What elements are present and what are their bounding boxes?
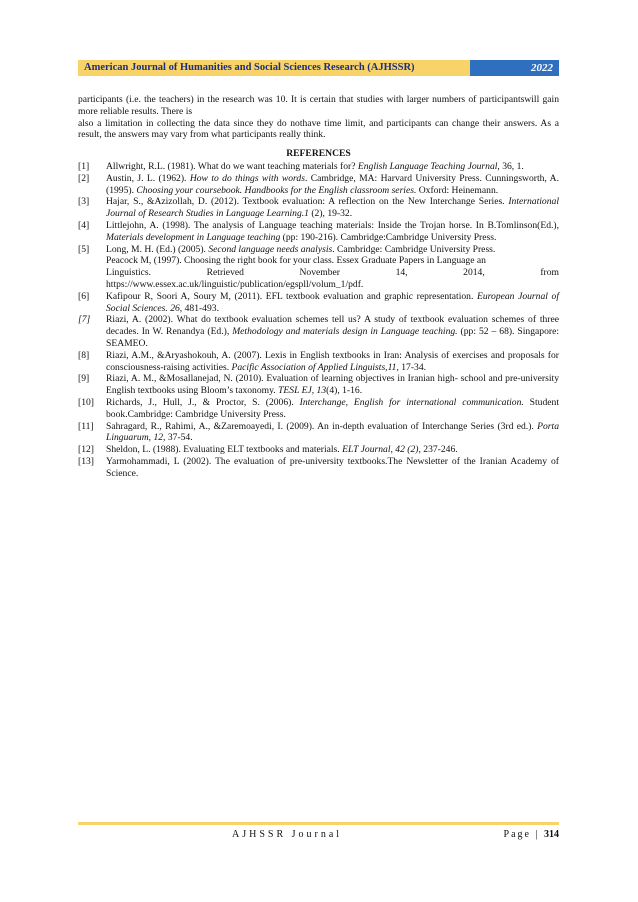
ref-part: 237-246.: [420, 444, 458, 456]
ref-part: (pp: 52 – 68). Singapore: SEAMEO.: [106, 326, 559, 349]
reference-number: [6]: [78, 290, 90, 302]
reference-text: [106, 314, 559, 349]
reference-number: [2]: [78, 172, 90, 184]
ref-source: Choosing your coursebook. Handbooks for the English classroom series.: [136, 184, 417, 196]
reference-item: [78, 456, 559, 480]
reference-item: [78, 373, 559, 397]
reference-continuation: [78, 267, 559, 279]
reference-text: [106, 161, 559, 173]
reference-number: [13]: [78, 455, 94, 467]
ref-part: Hajar, S., &Azizollah, D. (2012). Textbook evaluation: A reflection on the New Interchange Series.: [106, 196, 509, 208]
ref-source: Porta Linguarum, 12: [106, 420, 559, 444]
ref-source: Pacific Association of Applied Linguists,11,: [231, 361, 399, 373]
ref-source: English Language Teaching Journal,: [357, 160, 500, 172]
ref-part: Riazi, A.M., &Aryashokouh, A. (2007). Lexis in English textbooks in Iran: Analysis of exercises and proposals for consciousness-raising activities.: [106, 349, 559, 373]
reference-number: [7]: [78, 314, 91, 326]
reference-item: [78, 196, 559, 220]
page-content: [78, 94, 559, 480]
footer-journal: AJHSSR Journal: [232, 829, 343, 840]
reference-item: [78, 314, 559, 349]
ref-part: , 37-54.: [163, 432, 193, 444]
ref-part: , 481-493.: [179, 302, 219, 314]
ref-part: (2), 19-32.: [308, 208, 353, 220]
reference-text: [106, 444, 559, 456]
ref-part: Kafipour R, Soori A, Soury M, (2011). EFL textbook evaluation and graphic representation.: [106, 290, 477, 302]
journal-year: 2022: [470, 60, 559, 76]
ref-source: Second language needs analysis: [208, 243, 333, 255]
ref-word: 2014,: [463, 267, 485, 279]
reference-number: [3]: [78, 196, 90, 208]
ref-source: Materials development in Language teaching: [106, 231, 281, 243]
ref-source: Methodology and materials design in Language teaching.: [232, 326, 458, 338]
reference-item: [78, 291, 559, 315]
ref-source: How to do things with words: [189, 172, 305, 184]
journal-title: American Journal of Humanities and Social Sciences Research (AJHSSR): [78, 60, 470, 76]
ref-part: (pp: 190-216). Cambridge:Cambridge University Press.: [280, 231, 497, 243]
ref-part: Student book.Cambridge: Cambridge University Press.: [106, 396, 559, 420]
ref-word: Retrieved: [206, 267, 244, 279]
reference-item: [78, 161, 559, 173]
ref-part: 17-34.: [398, 361, 427, 373]
reference-number: [5]: [78, 243, 90, 255]
reference-text: [106, 220, 559, 244]
page-number: 314: [544, 829, 559, 840]
ref-part: Riazi, A. (2002). What do textbook evaluation schemes tell us? A study of textbook evaluation schemes of three decades. In W. Renandya (Ed.),: [106, 314, 559, 338]
reference-number: [11]: [78, 420, 94, 432]
reference-text: [106, 244, 559, 256]
ref-part: Sheldon, L. (1988). Evaluating ELT textbooks and materials.: [106, 444, 343, 456]
reference-continuation: Peacock M, (1997). Choosing the right book for your class. Essex Graduate Papers in Language an: [106, 255, 486, 267]
ref-word: November: [299, 267, 340, 279]
body-paragraph: participants (i.e. the teachers) in the research was 10. It is certain that studies with larger numbers of participantswill gain more reliable results. There is: [78, 94, 559, 117]
reference-number: [12]: [78, 444, 94, 456]
ref-part: . Cambridge: Cambridge University Press.: [332, 243, 496, 255]
reference-text: [106, 173, 559, 197]
reference-item: [78, 244, 559, 256]
page-header: [78, 60, 559, 76]
ref-part: Allwright, R.L. (1981). What do we want teaching materials for?: [106, 160, 358, 172]
ref-part: 36, 1.: [499, 160, 524, 172]
ref-source: Interchange, English for international communication.: [299, 396, 524, 408]
ref-source: European Journal of Social Sciences. 26: [106, 290, 559, 314]
ref-part: Littlejohn, A. (1998). The analysis of Language teaching materials: Inside the Trojan horse. In B.Tomlinson(Ed.),: [106, 219, 559, 231]
reference-number: [9]: [78, 373, 90, 385]
reference-text: [106, 397, 559, 421]
reference-text: [106, 196, 559, 220]
reference-text: [106, 373, 559, 397]
ref-source: ELT Journal: [342, 444, 391, 456]
reference-text: [106, 350, 559, 374]
reference-text: [106, 421, 559, 445]
ref-word: 14,: [395, 267, 408, 279]
reference-url: https://www.essex.ac.uk/linguistic/publication/egspll/volum_1/pdf.: [106, 278, 364, 290]
reference-number: [4]: [78, 219, 90, 231]
reference-text: Yarmohammadi, L (2002). The evaluation of pre-university textbooks.The Newsletter of the Iranian Academy of Science.: [106, 455, 559, 479]
ref-source: International Journal of Research Studies in Language Learning.1: [106, 196, 559, 220]
page-label: Page |: [503, 829, 540, 840]
references-heading: REFERENCES: [286, 148, 351, 160]
ref-part: Richards, J., Hull, J., & Proctor, S. (2006).: [106, 396, 300, 408]
page-number-label: [504, 829, 559, 840]
ref-part: Oxford: Heinemann.: [416, 184, 499, 196]
footer-divider: [78, 822, 559, 825]
reference-item: [78, 350, 559, 374]
ref-part: ,: [390, 444, 396, 456]
reference-item: [78, 397, 559, 421]
reference-number: [1]: [78, 160, 90, 172]
reference-item: [78, 220, 559, 244]
reference-item: [78, 173, 559, 197]
ref-part: . Cambridge, MA: Harvard University Press. Cunningsworth, A. (1995).: [106, 172, 559, 196]
reference-number: [8]: [78, 349, 90, 361]
ref-part: Sahragard, R., Rahimi, A., &Zaremoayedi, I. (2009). An in-depth evaluation of Interchange Series (3rd ed.).: [106, 420, 538, 432]
page-footer: [78, 829, 559, 840]
ref-part: Austin, J. L. (1962).: [106, 172, 190, 184]
ref-part: Long, M. H. (Ed.) (2005).: [106, 243, 209, 255]
ref-word: from: [540, 267, 559, 279]
ref-word: Linguistics.: [106, 267, 152, 279]
ref-part: Riazi, A. M., &Mosallanejad, N. (2010). Evaluation of learning objectives in Iranian high- school and pre-university English textbooks using Bloom’s taxonomy.: [106, 373, 559, 397]
ref-part: (4), 1-16.: [326, 385, 363, 397]
ref-source: 42 (2),: [395, 444, 421, 456]
reference-text: [106, 291, 559, 315]
reference-number: [10]: [78, 396, 94, 408]
reference-item: [78, 421, 559, 445]
body-paragraph: also a limitation in collecting the data since they do nothave time limit, and participants can change their answers. As a result, the answers may vary from what participants really think.: [78, 117, 559, 141]
ref-source: TESL EJ, 13: [278, 385, 327, 397]
reference-item: [78, 444, 559, 456]
